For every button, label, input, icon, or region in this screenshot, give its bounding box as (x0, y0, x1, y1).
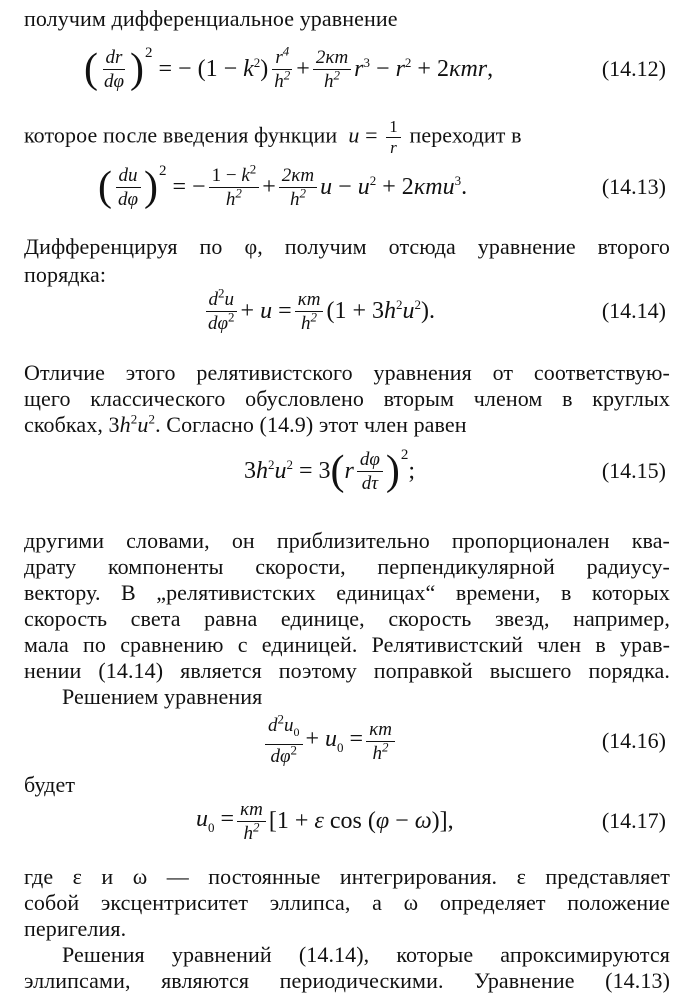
text-line: Решением уравнения (62, 684, 263, 709)
text-line: где ε и ω — постоянные интегрирования. ε представляет (24, 864, 670, 889)
text-line: вектору. В „релятивистских единицах“ времени, в которых (24, 580, 670, 605)
text-line: порядка: (24, 262, 107, 287)
text-line: которое после введения функции u = $\frac{1}{r}$ переходит в (24, 117, 522, 157)
text-line: собой эксцентриситет эллипса, а ω определяет положение (24, 890, 670, 915)
text-line: перигелия. (24, 916, 127, 941)
formula: $\frac{d^2u}{d\varphi^2}$ + u = $\frac{\kappa m}{h^2}$ $(1 + 3h^2u^2)$. (202, 276, 435, 346)
equation-number: (14.13) (601, 174, 666, 199)
text-line: нении (14.14) является поэтому поправкой высшего порядка. (24, 658, 670, 683)
text-line: Отличие этого релятивистского уравнения от соответствую- (24, 360, 670, 385)
formula: ( $\frac{dr}{d\varphi}$ ) 2 = − $(1 - k^2)$ $\frac{r^4}{h^2}$ + $\frac{2\kappa m}{h^2}$ $r^3 - r^2 + 2\kappa mr$, (84, 43, 494, 92)
text-line: Дифференцируя по φ, получим отсюда уравнение второго (24, 234, 670, 259)
text-fragment: Согласно (14.9) этот член равен (166, 412, 467, 437)
equation-14-17 (0, 786, 690, 856)
text-line: получим дифференциальное уравнение (24, 6, 398, 31)
text-line: скобках, $3h^2u^2$. Согласно (14.9) этот член равен (24, 411, 467, 437)
text-line: скорость света равна единице, скорость звезд, например, (24, 606, 670, 631)
equation-number: (14.12) (601, 56, 666, 81)
text-line: драту компоненты скорости, перпендикулярной радиусу- (24, 554, 670, 579)
equation-14-12 (0, 34, 690, 104)
equation-number: (14.15) (601, 458, 666, 483)
text-fragment: которое после введения функции (24, 122, 338, 148)
formula: ( $\frac{du}{d\varphi}$ ) 2 = − $\frac{1 - k^2}{h^2}$ + $\frac{2\kappa m}{h^2}$ $u - u^2 + 2\kappa mu^3$. (98, 161, 468, 210)
text-fragment: скобках, (24, 412, 103, 437)
formula: $3h^2u^2 = 3$ ( r $\frac{d\varphi}{d\tau}$ ) 2 ; (244, 446, 416, 494)
text-fragment: переходит в (409, 122, 522, 148)
equation-number: (14.16) (601, 728, 666, 753)
text-line: мала по сравнению с единицей. Релятивистский член в урав- (24, 632, 670, 657)
text-line: щего классического обусловлено вторым членом в круглых (24, 386, 670, 411)
equation-14-13 (0, 152, 690, 222)
equation-14-16 (0, 706, 690, 776)
equation-number: (14.17) (601, 808, 666, 833)
text-line: эллипсами, являются периодическими. Уравнение (14.13) (24, 968, 670, 993)
text-line: Решения уравнений (14.14), которые апроксимируются (62, 942, 670, 967)
equation-number: (14.14) (601, 298, 666, 323)
text-line: другими словами, он приблизительно пропорционален ква- (24, 528, 670, 553)
formula: $\frac{d^2u_0}{d\varphi^2}$ + $u_0$ = $\frac{\kappa m}{h^2}$ (262, 706, 398, 776)
equation-14-14 (0, 276, 690, 346)
formula: $u_0$ = $\frac{\kappa m}{h^2}$ [1 + ε cos (φ − ω)], (196, 798, 454, 844)
text-line: будет (24, 772, 76, 797)
equation-14-15 (0, 436, 690, 506)
